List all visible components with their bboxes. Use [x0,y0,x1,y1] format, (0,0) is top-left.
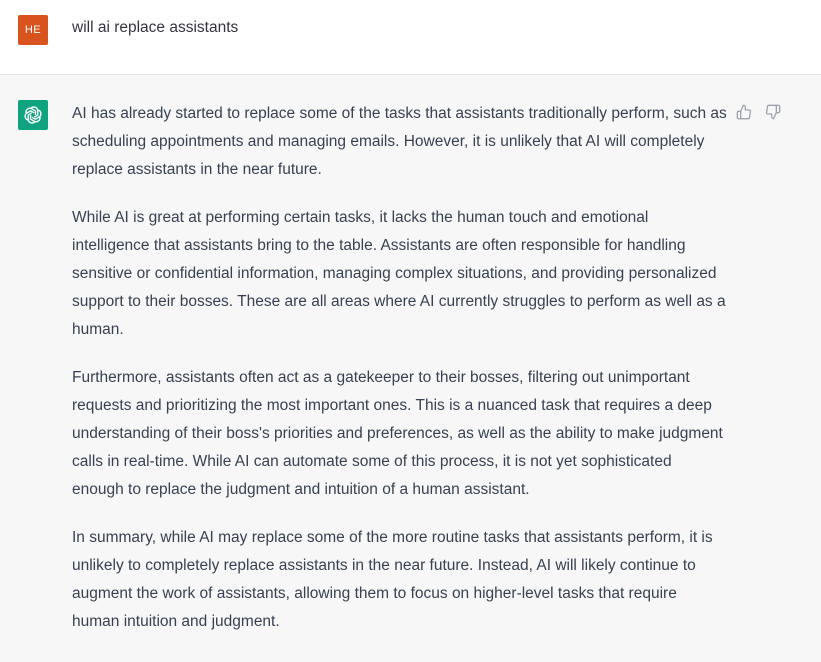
assistant-paragraph-3: Furthermore, assistants often act as a gatekeeper to their bosses, filtering out unimportant requests and prioritizing the most important ones. This is a nuanced task that requires a deep understanding of their boss's priorities and preferences, as well as the ability to make judgment calls in real-time. While AI can automate some of this process, it is not yet sophisticated enough to replace the judgment and intuition of a human assistant. [72,369,723,498]
assistant-paragraph-4: In summary, while AI may replace some of the more routine tasks that assistants perform, it is unlikely to completely replace assistants in the near future. Instead, AI will likely continue to augment the work of assistants, allowing them to focus on higher-level tasks that require human intuition and judgment. [72,529,713,630]
user-message-row [0,0,821,75]
openai-logo-icon [22,104,44,126]
assistant-message-row [0,75,821,662]
thumbs-down-icon [765,104,781,120]
thumbs-down-button[interactable] [764,103,781,120]
assistant-paragraph-1: AI has already started to replace some of the tasks that assistants traditionally perform, such as scheduling appointments and managing emails. However, it is unlikely that AI will completely replace assistants in the near future. [72,105,727,178]
thumbs-up-icon [736,104,752,120]
assistant-paragraph-2: While AI is great at performing certain tasks, it lacks the human touch and emotional intelligence that assistants bring to the table. Assistants are often responsible for handling sensitive or confidential information, managing complex situations, and providing personalized support to their bosses. These are all areas where AI currently struggles to perform as well as a human. [72,209,726,338]
assistant-message-text [72,100,727,656]
user-avatar: HE [18,15,48,45]
assistant-avatar [18,100,48,130]
user-message-text: will ai replace assistants [72,19,239,36]
thumbs-up-button[interactable] [735,103,752,120]
feedback-buttons [735,103,781,120]
